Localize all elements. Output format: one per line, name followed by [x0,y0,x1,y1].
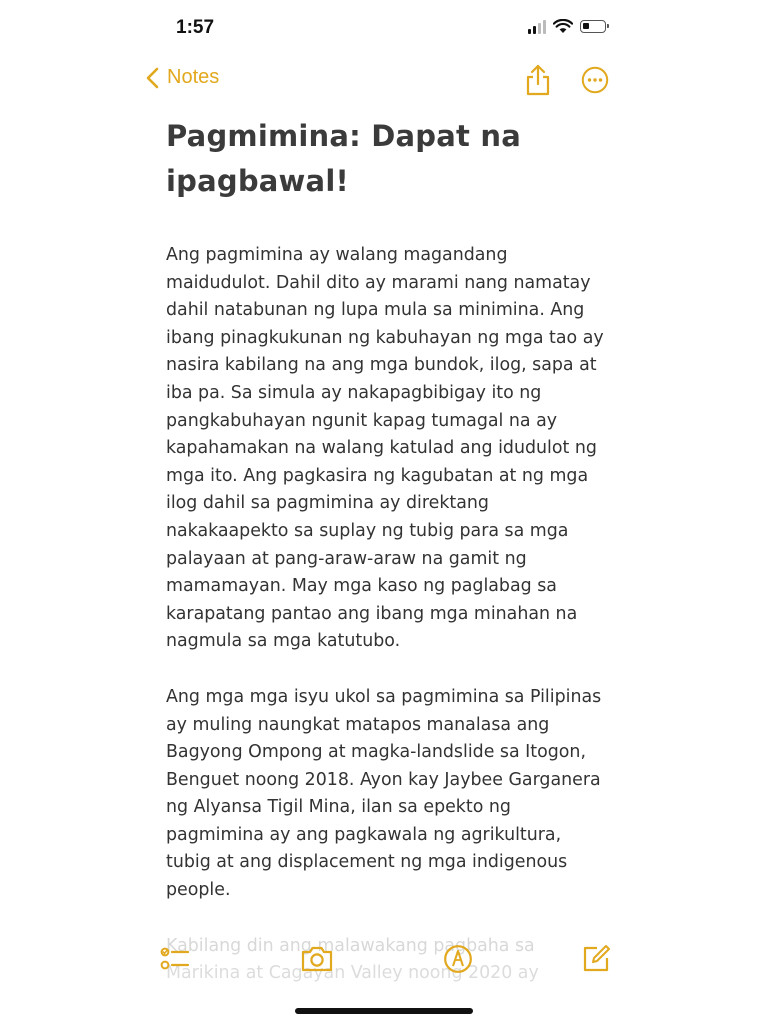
markup-pen-icon [443,944,473,974]
chevron-left-icon [146,67,159,89]
markup-button[interactable] [443,944,473,978]
note-body[interactable] [166,114,606,988]
more-button[interactable] [581,66,609,98]
cellular-signal-icon [528,20,546,34]
back-button[interactable] [146,66,219,89]
bottom-toolbar [0,944,768,980]
compose-icon [581,944,611,974]
share-icon [524,64,552,96]
back-label: Notes [167,66,220,88]
note-paragraph[interactable]: Ang pagmimina ay walang magandang maidudulot. Dahil dito ay marami nang namatay dahil natabunan ng lupa mula sa minimina. Ang ibang pinagkukunan ng kabuhayan ng mga tao ay nasira kabilang na ang mga bundok, ilog, sapa at iba pa. Sa simula ay nakapagbibigay ito ng pangkabuhayan ngunit kapag tumagal na ay kapahamakan na walang katulad ang idudulot ng mga ito. Ang pagkasira ng kagubatan at ng mga ilog dahil sa pagmimina ay direktang nakakaapekto sa suplay ng tubig para sa mga palayaan at pang-araw-araw na gamit ng mamamayan. May mga kaso ng paglabag sa karapatang pantao ang ibang mga minahan na nagmula sa mga katutubo. [166,245,604,652]
home-indicator[interactable] [295,1008,473,1014]
share-button[interactable] [524,64,552,100]
wifi-icon [553,19,573,34]
status-icons [528,19,606,34]
status-bar [0,0,768,56]
nav-bar [0,60,768,104]
note-paragraph[interactable]: Ang mga mga isyu ukol sa pagmimina sa Pilipinas ay muling naungkat matapos manalasa ang Bagyong Ompong at magka-landslide sa Itogon, Benguet noong 2018. Ayon kay Jaybee Garganera ng Alyansa Tigil Mina, ilan sa epekto ng pagmimina ay ang pagkawala ng agrikultura, tubig at ang displacement ng mga indigenous people. [166,686,602,901]
more-icon [581,66,609,94]
camera-icon [300,944,334,974]
note-title[interactable]: Pagmimina: Dapat na ipagbawal! [166,119,521,198]
checklist-button[interactable] [160,944,190,978]
compose-button[interactable] [581,944,611,978]
battery-icon [580,20,606,33]
camera-button[interactable] [300,944,334,978]
checklist-icon [160,944,190,974]
status-time: 1:57 [176,17,215,38]
